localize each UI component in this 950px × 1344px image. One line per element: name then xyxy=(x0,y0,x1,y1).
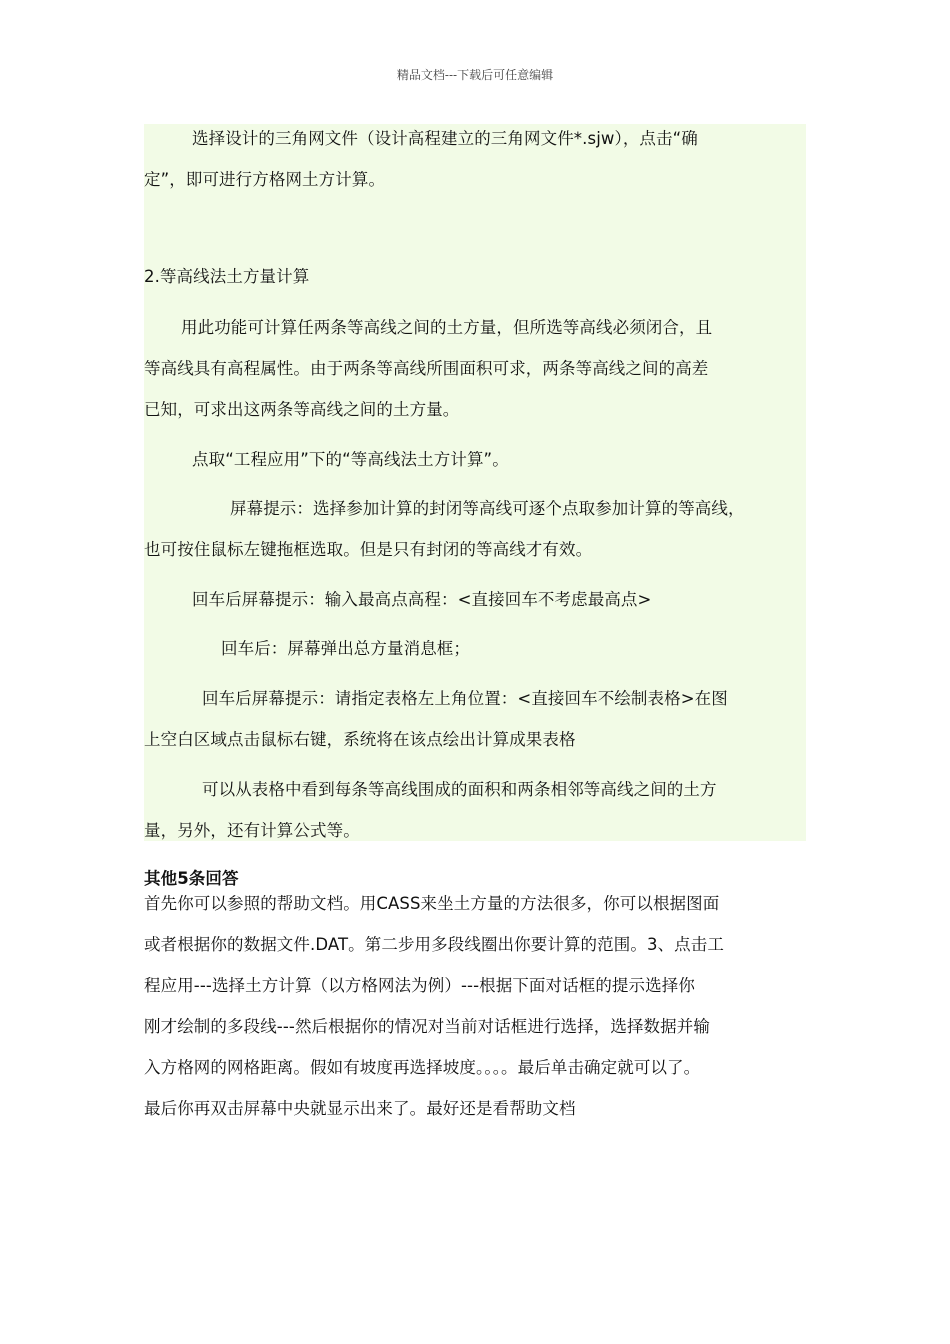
paragraph-line: 上空白区域点击鼠标右键，系统将在该点绘出计算成果表格 xyxy=(144,730,576,749)
paragraph-line: 选择设计的三角网文件（设计高程建立的三角网文件*.sjw），点击“确 xyxy=(192,129,698,148)
paragraph-line: 回车后：屏幕弹出总方量消息框； xyxy=(221,639,470,658)
paragraph-line: 点取“工程应用”下的“等高线法土方计算”。 xyxy=(192,450,509,469)
paragraph-line: 也可按住鼠标左键拖框选取。但是只有封闭的等高线才有效。 xyxy=(144,540,593,559)
section-heading: 2.等高线法土方量计算 xyxy=(144,267,310,286)
paragraph-line: 定”，即可进行方格网土方计算。 xyxy=(144,170,386,189)
other-answers-title: 其他5条回答 xyxy=(144,869,239,888)
answer-line: 首先你可以参照的帮助文档。用CASS来坐土方量的方法很多，你可以根据图面 xyxy=(144,894,720,913)
answer-line: 刚才绘制的多段线---然后根据你的情况对当前对话框进行选择，选择数据并输 xyxy=(144,1017,710,1036)
paragraph-line: 回车后屏幕提示：输入最高点高程：<直接回车不考虑最高点> xyxy=(192,590,652,609)
answer-line: 或者根据你的数据文件.DAT。第二步用多段线圈出你要计算的范围。3、点击工 xyxy=(144,935,724,954)
paragraph-line: 已知，可求出这两条等高线之间的土方量。 xyxy=(144,400,460,419)
answer-line: 最后你再双击屏幕中央就显示出来了。最好还是看帮助文档 xyxy=(144,1099,576,1118)
paragraph-line: 屏幕提示：选择参加计算的封闭等高线可逐个点取参加计算的等高线， xyxy=(230,499,745,518)
paragraph-line: 等高线具有高程属性。由于两条等高线所围面积可求，两条等高线之间的高差 xyxy=(144,359,709,378)
paragraph-line: 量，另外，还有计算公式等。 xyxy=(144,821,360,840)
paragraph-line: 回车后屏幕提示：请指定表格左上角位置：<直接回车不绘制表格>在图 xyxy=(202,689,728,708)
answer-line: 程应用---选择土方计算（以方格网法为例）---根据下面对话框的提示选择你 xyxy=(144,976,695,995)
paragraph-line: 用此功能可计算任两条等高线之间的土方量，但所选等高线必须闭合，且 xyxy=(181,318,713,337)
paragraph-line: 可以从表格中看到每条等高线围成的面积和两条相邻等高线之间的土方 xyxy=(202,780,717,799)
answer-line: 入方格网的网格距离。假如有坡度再选择坡度。。。。最后单击确定就可以了。 xyxy=(144,1058,701,1077)
page-header: 精品文档---下载后可任意编辑 xyxy=(396,68,554,82)
